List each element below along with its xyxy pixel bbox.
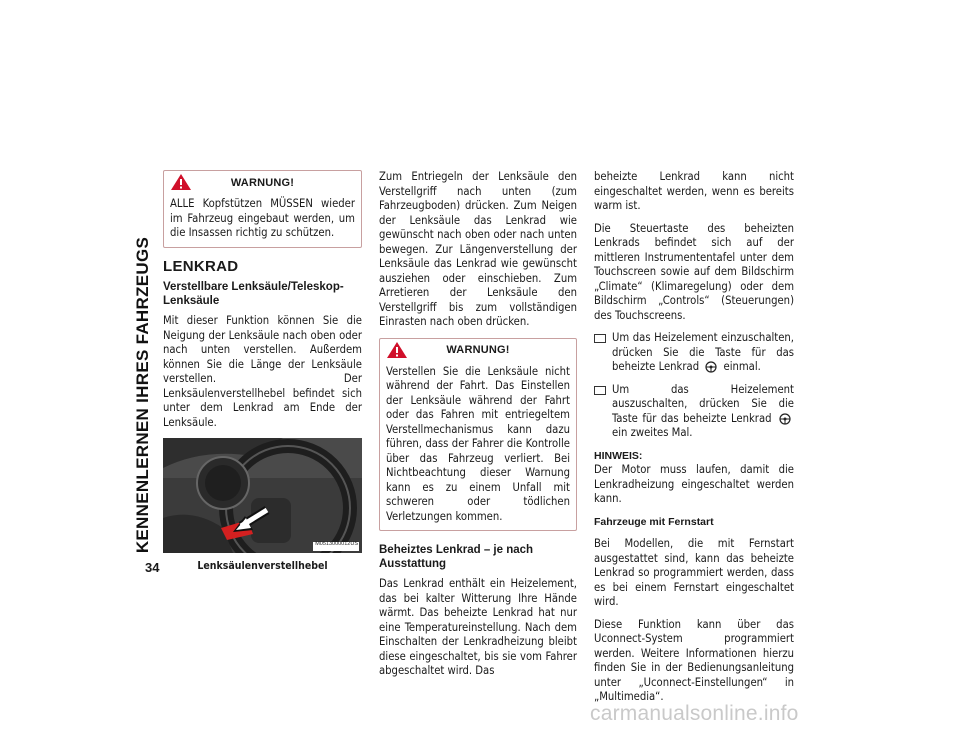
note-text: Der Motor muss laufen, damit die Lenkradheizung eingeschaltet werden kann. [594,463,794,505]
note-title: HINWEIS: [594,449,643,462]
column-1 [163,170,362,574]
subsection-title-tilt-column: Verstellbare Lenksäule/Teleskop-Lenksäule [163,281,344,307]
remote-start-text: Bei Modellen, die mit Fernstart ausgestattet sind, kann das beheizte Lenkrad so programmiert werden, dass es bei einem Fernstart eingeschaltet wird. [594,537,794,608]
list-item-text: Um das Heizelement einzuschalten, drücken Sie die Taste für das beheizte Lenkrad einmal. [612,331,794,373]
warning-text: ALLE Kopfstützen MÜSSEN wieder im Fahrzeug eingebaut werden, um die Insassen richtig zu schützen. [170,197,355,239]
page-number: 34 [145,560,160,575]
warning-triangle-icon [170,173,192,191]
heated-wheel-continued: beheizte Lenkrad kann nicht eingeschaltet werden, wenn es bereits warm ist. [594,170,794,212]
warning-header [164,171,361,195]
warning-title: WARNUNG! [446,344,510,357]
heated-steering-wheel-icon [779,413,791,425]
subsection-title-remote-start: Fahrzeuge mit Fernstart [594,515,714,528]
control-button-location: Die Steuertaste des beheizten Lenkrads befindet sich auf der mittleren Instrumententafel unter dem Touchscreen sowie auf dem Bildschirm „Climate“ (Klimaregelung) oder dem Bildschirm „Controls“ (Steuerungen) des Touchscreens. [594,221,794,322]
warning-header [380,339,576,363]
list-item [594,331,794,375]
list-item [594,383,794,441]
warning-text: Verstellen Sie die Lenksäule nicht während der Fahrt. Das Einstellen der Lenksäule während der Fahrt oder das Fahren mit entriegeltem Verstellmechanismus kann dazu führen, dass der Fahrer die Kontrolle über das Fahrzeug verliert. Bei Nichtbeachtung dieser Warnung kann es zu einem Unfall mit schweren oder tödlichen Verletzungen kommen. [386,364,570,523]
watermark: carmanualsonline.info [590,702,799,725]
chapter-side-title [132,170,154,620]
uconnect-text: Diese Funktion kann über das Uconnect-System programmiert werden. Weitere Informationen hierzu finden Sie in der Bedienungsanleitung unter „Uconnect-Einstellungen“ in „Multimedia“. [594,617,794,703]
bullet-box-icon [594,334,606,343]
section-title: LENKRAD [163,257,239,275]
steering-column-lever-photo [163,438,362,553]
heated-wheel-text: Das Lenkrad enthält ein Heizelement, das bei kalter Witterung Ihre Hände wärmt. Das beheizte Lenkrad hat nur eine Temperatureinstellung. Nach dem Einschalten der Lenkradheizung bleibt diese eingeschaltet, bis sie vom Fahrer abgeschaltet wird. Das [379,577,577,677]
heated-steering-wheel-icon [705,361,717,373]
column-2 [379,170,577,687]
figure-code: M0513000012US [315,540,358,547]
warning-triangle-icon [386,341,408,359]
bullet-box-icon [594,386,606,395]
column-3 [594,170,794,713]
list-item-text: Um das Heizelement auszuschalten, drücken Sie die Taste für das beheizte Lenkrad ein zweites Mal. [612,382,794,439]
warning-title: WARNUNG! [230,176,295,189]
tilt-column-text: Mit dieser Funktion können Sie die Neigung der Lenksäule nach oben oder nach unten verstellen. Außerdem können Sie die Länge der Lenksäule verstellen. Der Lenksäulenverstellhebel befindet sich unter dem Lenkrad am Ende der Lenksäule. [163,314,362,429]
figure-caption: Lenksäulenverstellhebel [197,560,328,572]
subsection-title-heated-wheel: Beheiztes Lenkrad – je nach Ausstattung [379,544,534,570]
column-adjust-instructions: Zum Entriegeln der Lenksäule den Verstellgriff nach unten (zum Fahrzeugboden) drücken. Zum Neigen der Lenksäule das Lenkrad wie gewünscht nach oben oder nach unten bewegen. Zur Längenverstellung der Lenksäule das Lenkrad wie gewünscht ausziehen oder einschieben. Zum Arretieren der Lenksäule den Verstellgriff bis zum vollständigen Einrasten nach oben drücken. [379,170,577,328]
warning-box-headrests [163,170,362,248]
chapter-title-text: KENNENLERNEN IHRES FAHRZEUGS [133,236,153,554]
warning-box-steering [379,338,577,532]
